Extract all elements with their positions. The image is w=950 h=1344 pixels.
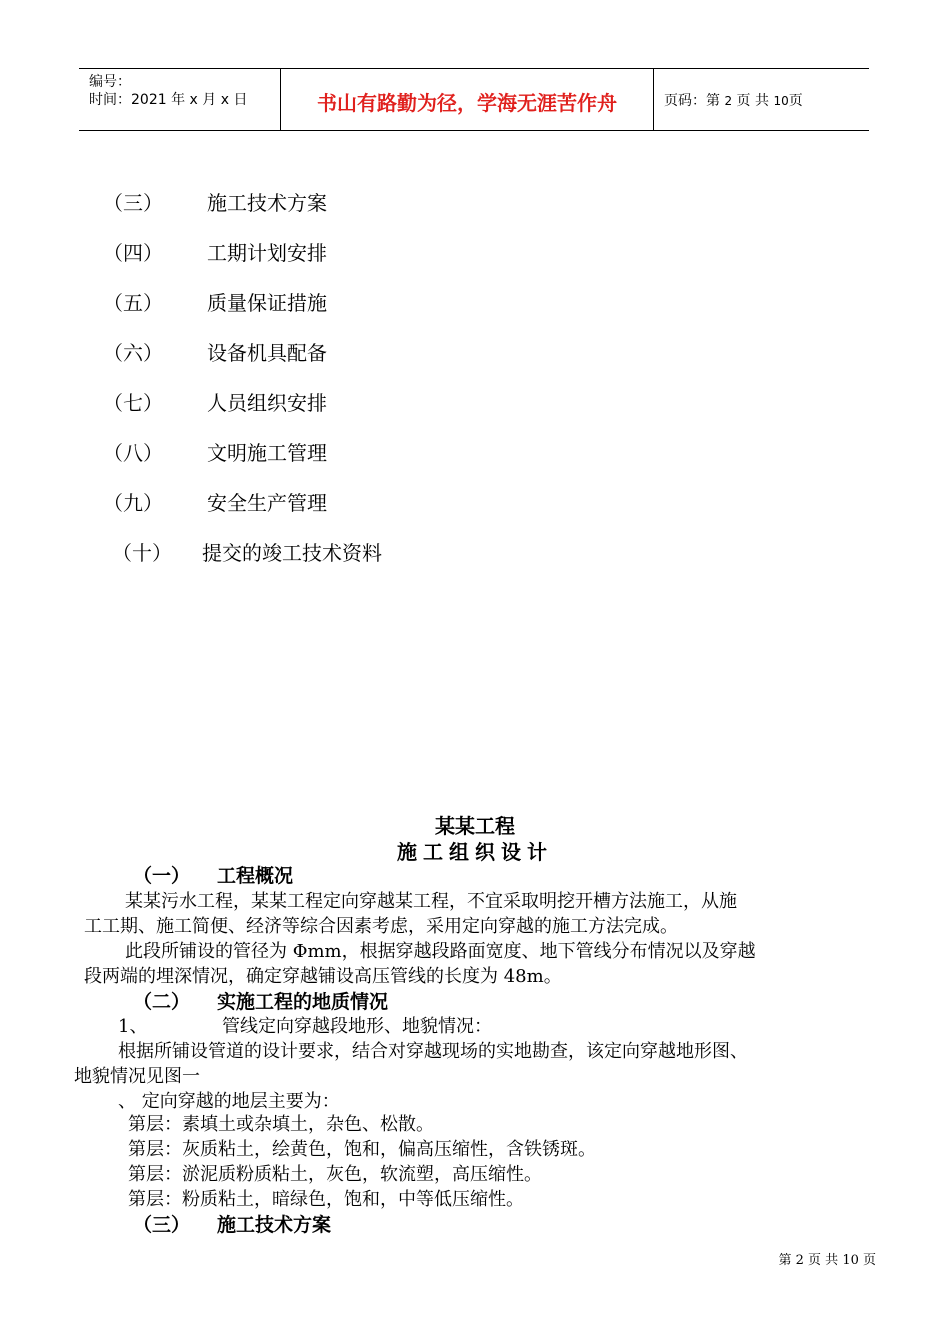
section-title: 施工技术方案 [217,1214,332,1236]
page-suffix: 页 [788,93,803,109]
section-title: 实施工程的地质情况 [217,991,389,1013]
toc-num: （十） [112,541,172,565]
header-motto-cell [281,69,654,130]
doc-title: 某某工程 [435,814,515,838]
page-indicator [664,90,803,110]
paragraph-line: 此段所铺设的管径为 Φmm，根据穿越段路面宽度、地下管线分布情况以及穿越 [125,941,756,962]
page-header [79,68,869,131]
page-footer: 第 2 页 共 10 页 [778,1253,876,1268]
page-prefix: 页码：第 [664,93,720,109]
toc-num: （七） [103,391,163,415]
section-number: （三） [133,1214,191,1236]
toc-text: 施工技术方案 [207,191,327,215]
section-title: 工程概况 [217,865,294,887]
motto-text: 书山有路勤为径，学海无涯苦作舟 [317,91,617,115]
paragraph-line: 某某污水工程，某某工程定向穿越某工程，不宜采取明挖开槽方法施工，从施 [125,891,737,912]
header-info-cell [79,69,281,130]
item-text: 管线定向穿越段地形、地貌情况： [222,1016,492,1037]
toc-text: 文明施工管理 [207,441,327,465]
layer-line: 第层：粉质粘土，暗绿色，饱和，中等低压缩性。 [128,1189,524,1210]
page-mid: 页 共 [736,93,769,109]
toc-num: （三） [103,191,163,215]
item-number: 1、 [118,1016,148,1037]
toc-text: 质量保证措施 [207,291,327,315]
toc-text: 工期计划安排 [207,241,327,265]
layer-line: 第层：素填土或杂填土，杂色、松散。 [128,1114,434,1135]
numbered-item: 、 定向穿越的地层主要为： [118,1091,340,1112]
time-label: 时间：2021 年 x 月 x 日 [89,92,248,108]
toc-text: 人员组织安排 [207,391,327,415]
layer-line: 第层：灰质粘土，绘黄色，饱和，偏高压缩性，含铁锈斑。 [128,1139,596,1160]
numbered-item [118,1012,492,1038]
layer-line: 第层：淤泥质粉质粘土，灰色，软流塑，高压缩性。 [128,1164,542,1185]
toc-num: （九） [103,491,163,515]
page-current: 2 [724,94,733,108]
section-number: （二） [133,991,191,1013]
toc-num: （四） [103,241,163,265]
toc-text: 提交的竣工技术资料 [202,541,382,565]
toc-num: （八） [103,441,163,465]
toc-num: （六） [103,341,163,365]
page-total: 10 [773,94,789,108]
paragraph-line: 工工期、施工简便、经济等综合因素考虑，采用定向穿越的施工方法完成。 [84,916,678,937]
paragraph-line: 段两端的埋深情况，确定穿越铺设高压管线的长度为 48m。 [84,966,562,987]
paragraph-line: 根据所铺设管道的设计要求，结合对穿越现场的实地勘查，该定向穿越地形图、 [118,1041,748,1062]
code-label: 编号： [89,74,131,90]
toc-text: 设备机具配备 [207,341,327,365]
section-number: （一） [133,865,191,887]
toc-text: 安全生产管理 [207,491,327,515]
paragraph-line: 地貌情况见图一 [74,1066,200,1087]
doc-subtitle: 施工组织设计 [397,840,553,864]
header-page-cell [654,69,869,130]
toc-num: （五） [103,291,163,315]
